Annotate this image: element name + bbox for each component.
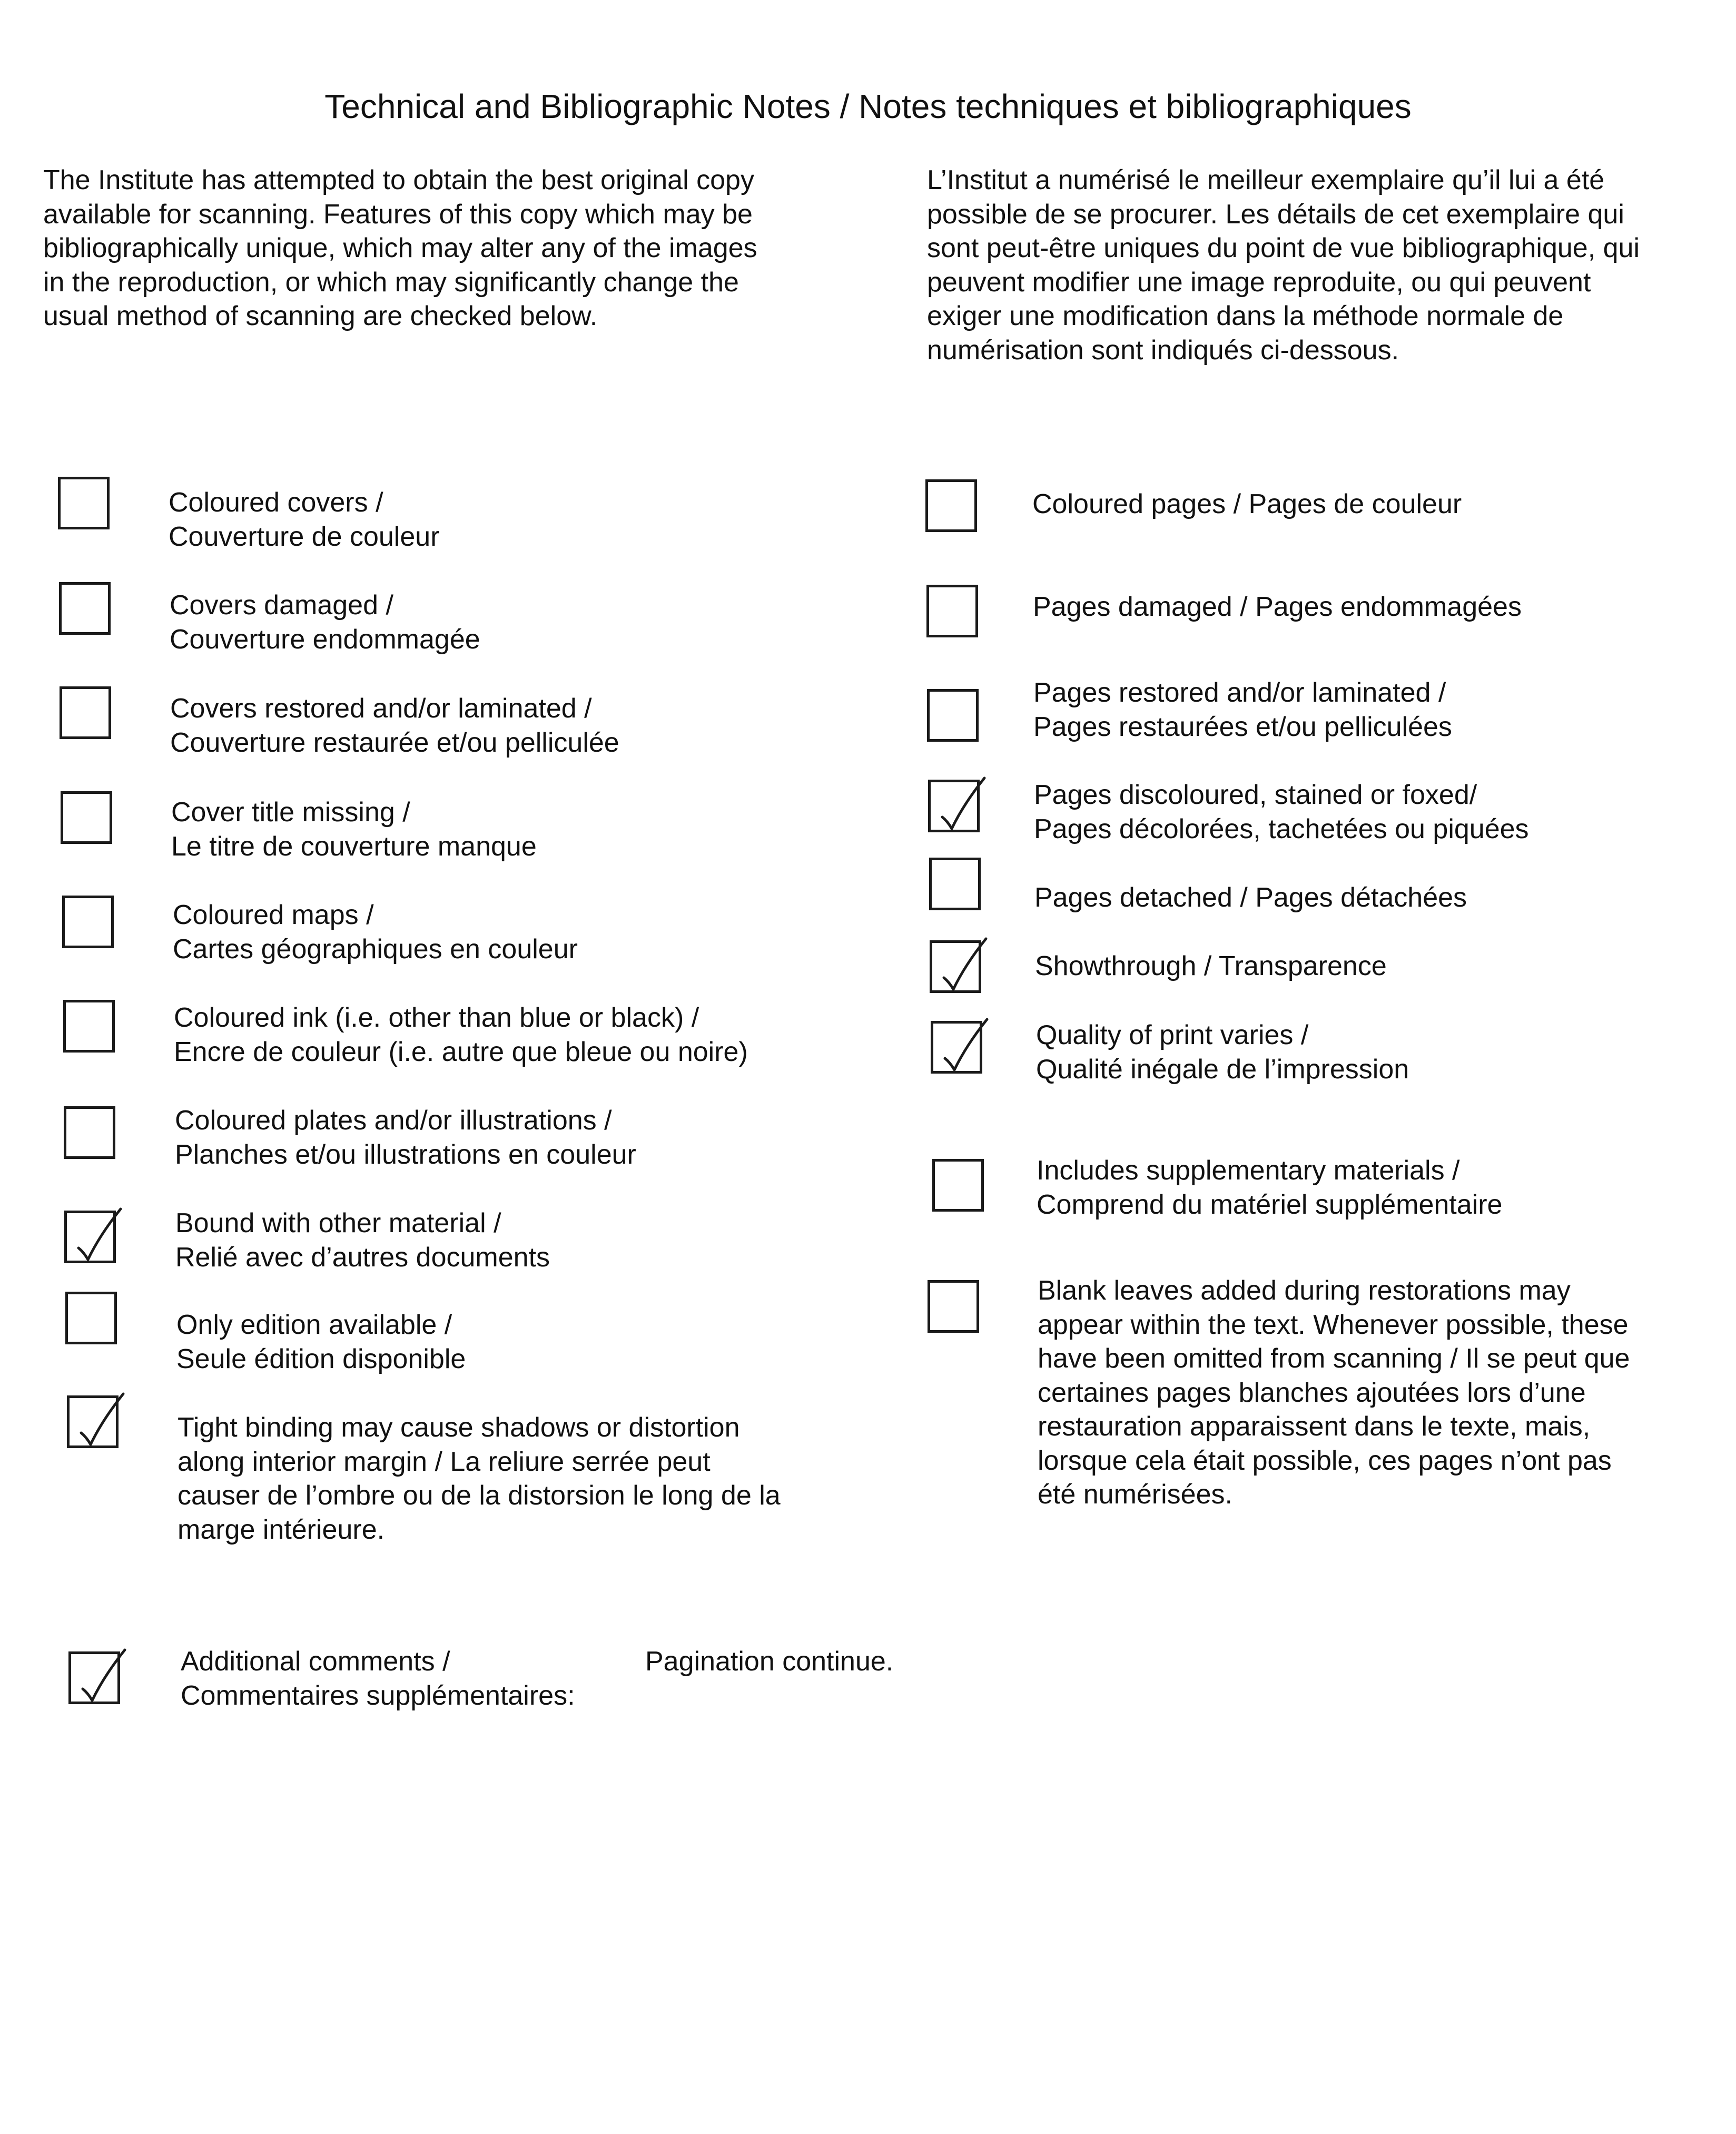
- checkmark-icon: [938, 773, 991, 836]
- cover-title-missing-checkbox[interactable]: [61, 791, 112, 844]
- label-line: Pages décolorées, tachetées ou piquées: [1034, 813, 1529, 844]
- label-line: causer de l’ombre ou de la distorsion le long de la: [177, 1480, 781, 1511]
- label-line: Showthrough / Transparence: [1035, 951, 1387, 981]
- covers-damaged-label: [170, 588, 480, 656]
- additional-comments-label: [181, 1645, 575, 1713]
- label-line: Le titre de couverture manque: [171, 831, 537, 862]
- only-edition-available-label: [176, 1308, 466, 1376]
- label-line: Pages restaurées et/ou pelliculées: [1033, 711, 1452, 742]
- label-line: Tight binding may cause shadows or distortion: [177, 1412, 740, 1443]
- label-line: lorsque cela était possible, ces pages n’ont pas: [1038, 1445, 1612, 1476]
- label-line: Coloured plates and/or illustrations /: [175, 1105, 612, 1136]
- page-title: Technical and Bibliographic Notes / Notes techniques et bibliographiques: [324, 87, 1412, 125]
- label-line: restauration apparaissent dans le texte, mais,: [1038, 1411, 1591, 1442]
- coloured-ink-i-e-checkbox[interactable]: [63, 1000, 115, 1053]
- label-line: Coloured maps /: [173, 900, 374, 930]
- showthrough-transparence-label: [1035, 949, 1387, 984]
- tight-binding-may-cause-label: [177, 1411, 781, 1547]
- pages-discoloured-stained-or-checkbox[interactable]: [928, 780, 980, 832]
- coloured-maps-label: [173, 898, 578, 966]
- label-line: Only edition available /: [176, 1310, 452, 1340]
- tight-binding-may-cause-checkbox[interactable]: [67, 1395, 119, 1448]
- label-line: Coloured pages / Pages de couleur: [1032, 489, 1462, 519]
- label-line: Bound with other material /: [175, 1208, 501, 1238]
- coloured-pages-pages-de-checkbox[interactable]: [925, 479, 977, 532]
- pages-detached-pages-d-label: [1034, 881, 1467, 915]
- showthrough-transparence-checkbox[interactable]: [930, 940, 981, 993]
- coloured-plates-and-or-checkbox[interactable]: [64, 1106, 115, 1159]
- label-line: certaines pages blanches ajoutées lors d’une: [1038, 1377, 1586, 1408]
- label-line: Couverture endommagée: [170, 624, 480, 655]
- checkmark-icon: [77, 1389, 130, 1452]
- label-line: Includes supplementary materials /: [1037, 1155, 1460, 1186]
- bound-with-other-material-label: [175, 1206, 550, 1274]
- pages-damaged-pages-endommag-label: [1033, 590, 1522, 624]
- includes-supplementary-materials-label: [1037, 1154, 1502, 1222]
- additional-comments-value: Pagination continue.: [645, 1646, 894, 1677]
- checkmark-icon: [940, 933, 992, 997]
- label-line: Covers restored and/or laminated /: [170, 693, 592, 724]
- pages-restored-and-or-checkbox[interactable]: [927, 689, 979, 742]
- label-line: Comprend du matériel supplémentaire: [1037, 1189, 1503, 1220]
- coloured-ink-i-e-label: [174, 1001, 748, 1069]
- only-edition-available-checkbox[interactable]: [65, 1292, 117, 1344]
- label-line: Coloured ink (i.e. other than blue or black) /: [174, 1002, 699, 1033]
- label-line: Pages restored and/or laminated /: [1033, 677, 1446, 708]
- label-line: Cartes géographiques en couleur: [173, 933, 578, 965]
- bound-with-other-material-checkbox[interactable]: [64, 1211, 116, 1263]
- label-line: marge intérieure.: [177, 1514, 385, 1545]
- cover-title-missing-label: [171, 795, 537, 863]
- checkmark-icon: [78, 1645, 131, 1708]
- covers-restored-and-or-checkbox[interactable]: [60, 686, 111, 739]
- label-line: Couverture de couleur: [169, 521, 440, 552]
- label-line: have been omitted from scanning / Il se peut que: [1038, 1343, 1630, 1374]
- checkmark-icon: [941, 1014, 993, 1077]
- label-line: appear within the text. Whenever possible, these: [1038, 1309, 1629, 1340]
- pages-restored-and-or-label: [1033, 676, 1452, 744]
- label-line: Covers damaged /: [170, 590, 393, 621]
- intro-french: L’Institut a numérisé le meilleur exemplaire qu’il lui a été possible de se procurer. Les détails de cet exemplaire qui sont peut-être uniques du point de vue bibliographique, qui peuvent modifier une image reproduite, ou qui peuvent exiger une modification dans la méthode normale de numérisation sont indiqués ci-dessous.: [927, 165, 1640, 366]
- label-line: Pages detached / Pages détachées: [1034, 882, 1467, 913]
- label-line: Pages discoloured, stained or foxed/: [1034, 780, 1477, 810]
- label-line: Blank leaves added during restorations may: [1038, 1275, 1571, 1306]
- label-line: Couverture restaurée et/ou pelliculée: [170, 727, 619, 758]
- label-line: été numérisées.: [1038, 1479, 1232, 1510]
- coloured-maps-checkbox[interactable]: [62, 896, 114, 948]
- label-line: Seule édition disponible: [176, 1343, 466, 1374]
- covers-damaged-checkbox[interactable]: [59, 582, 111, 635]
- label-line: Coloured covers /: [169, 487, 383, 518]
- label-line: Pages damaged / Pages endommagées: [1033, 592, 1522, 622]
- blank-leaves-added-during-label: [1038, 1274, 1630, 1512]
- label-line: Qualité inégale de l’impression: [1036, 1054, 1409, 1085]
- blank-leaves-added-during-checkbox[interactable]: [928, 1280, 979, 1333]
- checkmark-icon: [74, 1204, 127, 1267]
- quality-of-print-varies-label: [1036, 1018, 1409, 1086]
- label-line: Commentaires supplémentaires:: [181, 1680, 575, 1711]
- label-line: Encre de couleur (i.e. autre que bleue ou noire): [174, 1036, 748, 1067]
- covers-restored-and-or-label: [170, 692, 619, 760]
- coloured-covers-checkbox[interactable]: [58, 477, 110, 529]
- coloured-pages-pages-de-label: [1032, 487, 1462, 522]
- label-line: Additional comments /: [181, 1646, 450, 1677]
- pages-damaged-pages-endommag-checkbox[interactable]: [926, 585, 978, 637]
- label-line: Planches et/ou illustrations en couleur: [175, 1139, 636, 1170]
- pages-discoloured-stained-or-label: [1034, 778, 1529, 846]
- coloured-plates-and-or-label: [175, 1104, 636, 1172]
- quality-of-print-varies-checkbox[interactable]: [931, 1021, 982, 1074]
- label-line: Quality of print varies /: [1036, 1020, 1309, 1050]
- label-line: along interior margin / La reliure serrée peut: [177, 1446, 711, 1477]
- label-line: Cover title missing /: [171, 797, 410, 828]
- includes-supplementary-materials-checkbox[interactable]: [932, 1159, 984, 1212]
- intro-english: The Institute has attempted to obtain the best original copy available for scanning. Features of this copy which may be bibliographically unique, which may alter any of the images in the reproduction, or which may significantly change the usual method of scanning are checked below.: [43, 165, 757, 331]
- label-line: Relié avec d’autres documents: [175, 1242, 550, 1273]
- pages-detached-pages-d-checkbox[interactable]: [929, 858, 981, 910]
- coloured-covers-label: [169, 486, 440, 554]
- additional-comments-checkbox[interactable]: [68, 1651, 120, 1704]
